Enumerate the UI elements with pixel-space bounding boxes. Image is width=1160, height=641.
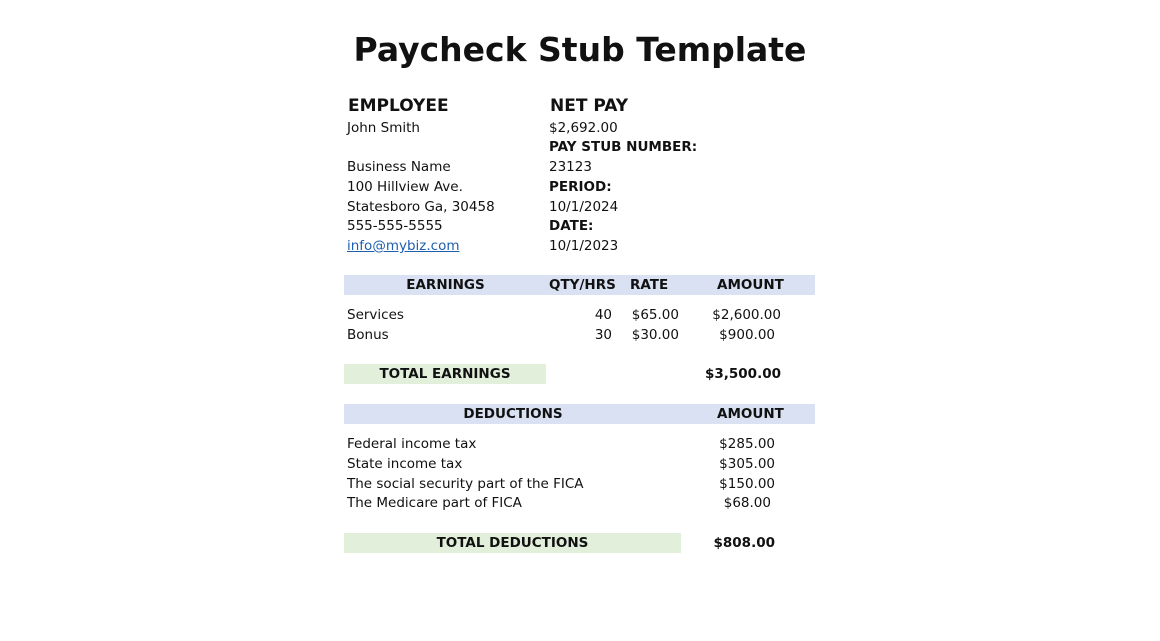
employee-heading: EMPLOYEE [348, 96, 449, 116]
date-value: 10/1/2023 [549, 238, 619, 254]
deductions-header-amount: AMOUNT [717, 406, 784, 422]
earnings-row-2-amount: $900.00 [719, 327, 775, 343]
address-line-1: 100 Hillview Ave. [347, 179, 463, 195]
deduction-row-3-amount: $150.00 [719, 476, 775, 492]
earnings-row-2-label: Bonus [347, 327, 389, 343]
employee-name: John Smith [347, 120, 420, 136]
period-label: PERIOD: [549, 179, 612, 195]
earnings-header-label: EARNINGS [406, 277, 485, 293]
date-label: DATE: [549, 218, 594, 234]
earnings-row-1-rate: $65.00 [631, 307, 679, 323]
earnings-header-rate: RATE [630, 277, 669, 293]
total-earnings-value: $3,500.00 [704, 366, 781, 382]
deduction-row-4-amount: $68.00 [723, 495, 771, 511]
deduction-row-4-label: The Medicare part of FICA [347, 495, 522, 511]
period-value: 10/1/2024 [549, 199, 619, 215]
total-earnings-label: TOTAL EARNINGS [379, 366, 511, 382]
deductions-header-label: DEDUCTIONS [463, 406, 563, 422]
earnings-row-2-rate: $30.00 [631, 327, 679, 343]
deduction-row-2-amount: $305.00 [719, 456, 775, 472]
deduction-row-1-amount: $285.00 [719, 436, 775, 452]
email-link[interactable]: info@mybiz.com [347, 238, 460, 254]
net-pay-heading: NET PAY [550, 96, 629, 116]
earnings-row-1-amount: $2,600.00 [712, 307, 781, 323]
deduction-row-1-label: Federal income tax [347, 436, 477, 452]
earnings-header-qty: QTY/HRS [549, 277, 616, 293]
net-pay-value: $2,692.00 [549, 120, 618, 136]
total-deductions-value: $808.00 [713, 535, 775, 551]
address-line-2: Statesboro Ga, 30458 [347, 199, 495, 215]
deduction-row-3-label: The social security part of the FICA [347, 476, 584, 492]
earnings-row-1-qty: 40 [594, 307, 612, 323]
deduction-row-2-label: State income tax [347, 456, 463, 472]
stub-number-value: 23123 [549, 159, 592, 175]
business-name: Business Name [347, 159, 451, 175]
total-deductions-label: TOTAL DEDUCTIONS [436, 535, 589, 551]
earnings-row-1-label: Services [347, 307, 404, 323]
page-title: Paycheck Stub Template [353, 30, 807, 69]
phone-number: 555-555-5555 [347, 218, 443, 234]
stub-number-label: PAY STUB NUMBER: [549, 139, 698, 155]
earnings-header-amount: AMOUNT [717, 277, 784, 293]
earnings-row-2-qty: 30 [594, 327, 612, 343]
